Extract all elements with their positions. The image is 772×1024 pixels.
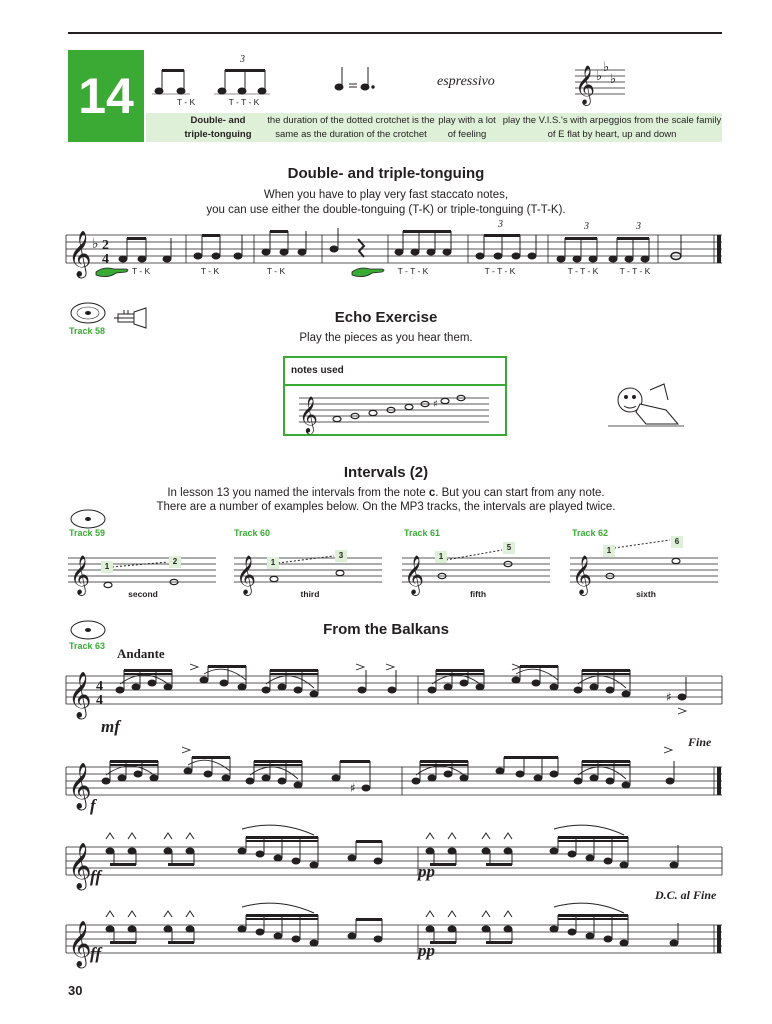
svg-text:𝄞: 𝄞 <box>575 65 596 105</box>
notes-used-box <box>283 356 507 436</box>
tempo-marking: Andante <box>117 646 165 661</box>
interval-name-sixth: sixth <box>636 589 656 599</box>
intervals-text-2: There are a number of examples below. On the MP3 tracks, the intervals are played twice. <box>156 501 616 513</box>
dynamic-mf: mf <box>101 717 120 736</box>
section-title-intervals: Intervals (2) <box>343 464 429 481</box>
triplet-mark-1: 3 <box>498 219 503 230</box>
section-title-balkans: From the Balkans <box>323 621 449 638</box>
notes-used-label: notes used <box>291 365 344 376</box>
svg-text:𝄞: 𝄞 <box>68 231 92 277</box>
balkans-staff-2 <box>66 755 726 809</box>
interval-end-badge-2: 3 <box>335 550 347 562</box>
svg-text:4: 4 <box>102 252 109 267</box>
tonguing-text-2: you can use either the double-tonguing (T-K) or triple-tonguing (T-T-K). <box>206 204 566 216</box>
interval-start-badge-1: 1 <box>101 561 113 573</box>
svg-text:♯: ♯ <box>666 690 672 704</box>
tongue-label-1: T - K <box>131 266 151 276</box>
header-triplet-mark: 3 <box>240 54 245 65</box>
dynamic-ff-1: ff <box>90 867 102 886</box>
svg-text:𝄞: 𝄞 <box>68 763 92 809</box>
lesson-number: 14 <box>68 50 144 142</box>
dynamic-f: f <box>90 796 96 815</box>
svg-text:𝄞: 𝄞 <box>68 921 92 967</box>
header-col-4: play the V.I.S.'s with arpeggios from the scale family of E flat by heart, up and down <box>502 115 722 140</box>
dc-al-fine-marking: D.C. al Fine <box>655 888 717 902</box>
svg-text:𝄞: 𝄞 <box>299 395 318 433</box>
svg-text:♯: ♯ <box>350 781 356 795</box>
svg-text:𝄞: 𝄞 <box>572 555 593 595</box>
top-rule <box>68 32 722 34</box>
tongue-label-3: T - K <box>266 266 286 276</box>
page-number: 30 <box>68 983 83 998</box>
notes-used-staff <box>299 392 489 433</box>
cartoon-illustration <box>606 380 686 430</box>
tongue-label-4: T - T - K <box>397 266 429 276</box>
track-62-label: Track 62 <box>572 528 609 538</box>
section-title-echo: Echo Exercise <box>334 309 438 326</box>
svg-text:♭: ♭ <box>92 236 99 252</box>
echo-subtitle: Play the pieces as you hear them. <box>299 332 473 344</box>
track-63-label: Track 63 <box>69 641 106 651</box>
fine-marking: Fine <box>688 735 712 749</box>
header-ttk-label: T - T - K <box>228 97 260 107</box>
cd-icon-59 <box>70 509 106 529</box>
svg-text:4: 4 <box>96 679 103 694</box>
svg-text:𝄞: 𝄞 <box>236 555 257 595</box>
tongue-label-5: T - T - K <box>484 266 516 276</box>
interval-start-badge-4: 1 <box>603 545 615 557</box>
interval-start-badge-3: 1 <box>435 551 447 563</box>
svg-text:4: 4 <box>96 693 103 708</box>
header-tk-label: T - K <box>176 97 196 107</box>
interval-end-badge-3: 5 <box>503 542 515 554</box>
svg-text:♯: ♯ <box>433 399 438 410</box>
svg-text:2: 2 <box>102 238 109 253</box>
tongue-label-2: T - K <box>200 266 220 276</box>
svg-text:♭: ♭ <box>603 60 610 75</box>
header-espressivo: espressivo <box>437 74 495 89</box>
dynamic-pp-1: pp <box>418 862 435 881</box>
triplet-mark-3: 3 <box>636 221 641 232</box>
svg-text:♭: ♭ <box>610 72 617 87</box>
svg-text:𝄞: 𝄞 <box>70 555 91 595</box>
intervals-text-1: In lesson 13 you named the intervals from the note c. But you can start from any note. <box>167 487 605 499</box>
dynamic-ff-2: ff <box>90 944 102 963</box>
pointing-hand-icon-2 <box>352 268 384 277</box>
tongue-label-6: T - T - K <box>567 266 599 276</box>
svg-text:♭: ♭ <box>596 69 603 84</box>
track-59-label: Track 59 <box>69 528 106 538</box>
header-col-2: the duration of the dotted crotchet is the same as the duration of the crotchet <box>267 115 435 140</box>
section-title-tonguing: Double- and triple-tonguing <box>287 165 485 182</box>
tongue-label-7: T - T - K <box>619 266 651 276</box>
balkans-staff-4 <box>66 913 726 967</box>
interval-end-badge-4: 6 <box>671 536 683 548</box>
interval-name-fifth: fifth <box>469 589 487 599</box>
track-60-label: Track 60 <box>234 528 271 538</box>
header-col-1: Double- and triple-tonguing <box>184 115 252 140</box>
svg-text:𝄞: 𝄞 <box>68 843 92 889</box>
dynamic-pp-2: pp <box>418 941 435 960</box>
header-col-3: play with a lot of feeling <box>438 115 496 140</box>
interval-start-badge-2: 1 <box>267 557 279 569</box>
interval-end-badge-1: 2 <box>169 556 181 568</box>
track-58-label: Track 58 <box>69 326 106 336</box>
svg-text:𝄞: 𝄞 <box>68 672 92 718</box>
interval-name-second: second <box>128 589 158 599</box>
tonguing-text-1: When you have to play very fast staccato notes, <box>263 189 509 201</box>
balkans-staff-1 <box>66 664 726 718</box>
balkans-staff-3 <box>66 835 726 889</box>
interval-name-third: third <box>300 589 320 599</box>
triplet-mark-2: 3 <box>584 221 589 232</box>
track-61-label: Track 61 <box>404 528 441 538</box>
svg-text:𝄞: 𝄞 <box>404 555 425 595</box>
